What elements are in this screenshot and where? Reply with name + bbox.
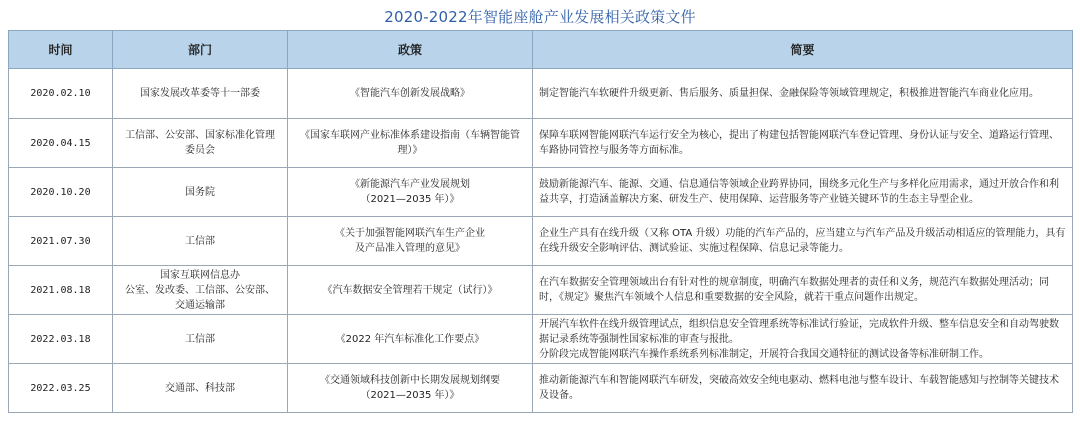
policy-cell [288,266,533,315]
summary-cell [533,315,1073,364]
policy-cell [288,315,533,364]
policy-line: 及产品准入管理的意见》 [355,243,465,254]
table-row [9,168,1073,217]
policy-table [8,30,1073,413]
header-department: 部门 [113,31,288,69]
department-cell [113,168,288,217]
policy-line: 《新能源汽车产业发展规划 [350,179,470,190]
department-line: 国家发展改革委等十一部委 [140,88,260,99]
summary-cell [533,266,1073,315]
table-row [9,364,1073,413]
date-cell: 2021.08.18 [9,266,113,315]
table-row [9,315,1073,364]
summary-text: 企业生产具有在线升级（又称 OTA 升级）功能的汽车产品的，应当建立与汽车产品及升级活动相适应的管理能力，具有在线升级安全影响评估、测试验证、实施过程保障、信息记录等能力。 [539,228,1066,254]
department-line: 国务院 [185,186,215,198]
date-cell: 2021.07.30 [9,217,113,266]
department-cell [113,266,288,315]
summary-text: 开展汽车软件在线升级管理试点，组织信息安全管理系统等标准试行验证，完成软件升级、整车信息安全和自动驾驶数据记录系统等强制性国家标准的审查与报批。 [539,318,1059,345]
policy-line: 《2022 年汽车标准化工作要点》 [335,333,485,345]
date-cell: 2020.10.20 [9,168,113,217]
summary-text: 在汽车数据安全管理领域出台有针对性的规章制度，明确汽车数据处理者的责任和义务，规范汽车数据处理活动；同时，《规定》聚焦汽车领域个人信息和重要数据的安全风险，就若干重点问题作出规定。 [539,277,1049,303]
header-policy: 政策 [288,31,533,69]
header-time: 时间 [9,31,113,69]
department-cell [113,69,288,119]
summary-cell [533,168,1073,217]
date-cell: 2022.03.18 [9,315,113,364]
policy-cell [288,119,533,168]
department-line: 工信部 [185,235,215,247]
policy-line: 《汽车数据安全管理若干规定（试行）》 [322,284,498,296]
table-header-row [9,31,1073,69]
policy-cell [288,364,533,413]
table-row [9,119,1073,168]
department-line: 交通运输部 [175,299,225,311]
date-cell: 2020.02.10 [9,69,113,119]
summary-text: 分阶段完成智能网联汽车操作系统系列标准制定，开展符合我国交通特征的测试设备等标准研制工作。 [539,348,989,360]
department-line: 公室、发改委、工信部、公安部、 [125,284,275,296]
summary-cell [533,364,1073,413]
department-cell [113,119,288,168]
department-line: 工信部、公安部、国家标准化管理 [125,130,275,141]
date-cell: 2020.04.15 [9,119,113,168]
policy-line: 《智能汽车创新发展战略》 [350,88,470,99]
summary-cell [533,217,1073,266]
policy-line: （2021—2035 年）》 [360,390,460,401]
summary-text: 推动新能源汽车和智能网联汽车研发，突破高效安全纯电驱动、燃料电池与整车设计、车载智能感知与控制等关键技术及设备。 [539,375,1059,401]
department-cell [113,217,288,266]
department-line: 委员会 [185,145,215,156]
policy-line: （2021—2035 年）》 [360,194,460,205]
policy-cell [288,217,533,266]
department-line: 交通部、科技部 [165,382,235,394]
policy-line: 《交通领域科技创新中长期发展规划纲要 [320,375,500,386]
summary-cell [533,69,1073,119]
summary-cell [533,119,1073,168]
department-cell [113,364,288,413]
page-title: 2020-2022年智能座舱产业发展相关政策文件 [384,8,696,26]
summary-text: 鼓励新能源汽车、能源、交通、信息通信等领域企业跨界协同，围绕多元化生产与多样化应用需求，通过开放合作和利益共享，打造涵盖解决方案、研发生产、使用保障、运营服务等产业链关键环节的生态主导型企业。 [539,179,1059,205]
table-row [9,69,1073,119]
department-line: 国家互联网信息办 [160,269,240,281]
policy-cell [288,168,533,217]
table-row [9,217,1073,266]
department-cell [113,315,288,364]
policy-line: 理）》 [397,145,423,156]
policy-cell [288,69,533,119]
table-row [9,266,1073,315]
department-line: 工信部 [185,333,215,345]
summary-text: 保障车联网智能网联汽车运行安全为核心，提出了构建包括智能网联汽车登记管理、身份认证与安全、道路运行管理、车路协同管控与服务等方面标准。 [539,130,1059,156]
header-summary: 简要 [533,31,1073,69]
summary-text: 制定智能汽车软硬件升级更新、售后服务、质量担保、金融保险等领域管理规定，积极推进智能汽车商业化应用。 [539,88,1039,99]
policy-line: 《国家车联网产业标准体系建设指南（车辆智能管 [300,130,520,141]
date-cell: 2022.03.25 [9,364,113,413]
policy-line: 《关于加强智能网联汽车生产企业 [335,228,485,239]
